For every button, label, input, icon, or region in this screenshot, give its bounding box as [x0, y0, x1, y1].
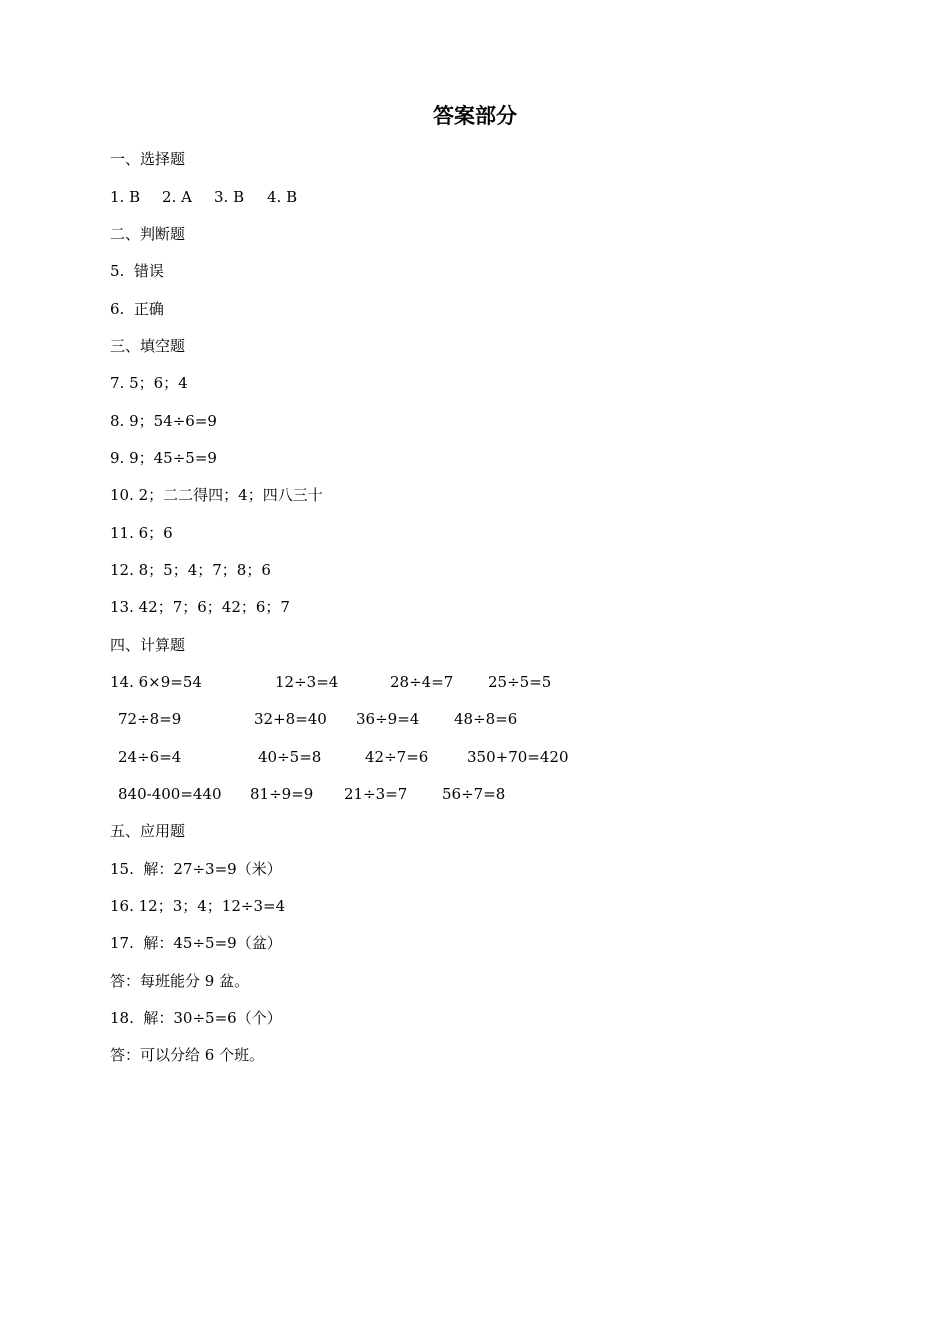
- application-item-18: 18. 解：30÷5=6（个）: [110, 1009, 282, 1027]
- calc-cell: 28÷4=7: [390, 673, 454, 691]
- calc-cell: 56÷7=8: [442, 785, 506, 803]
- fill-item-7: 7. 5；6；4: [110, 374, 188, 392]
- calc-cell: 21÷3=7: [344, 785, 408, 803]
- fill-item-12: 12. 8；5；4；7；8；6: [110, 561, 271, 579]
- calc-cell: 42÷7=6: [365, 748, 429, 766]
- fill-item-11: 11. 6；6: [110, 524, 173, 542]
- fill-item-9: 9. 9；45÷5=9: [110, 449, 217, 467]
- calc-cell: 72÷8=9: [118, 710, 182, 728]
- section-heading-calc: 四、计算题: [110, 636, 186, 654]
- application-item-15: 15. 解：27÷3=9（米）: [110, 860, 282, 878]
- calc-cell: 350+70=420: [467, 748, 569, 766]
- answer-4: 4. B: [267, 188, 298, 206]
- fill-item-13: 13. 42；7；6；42；6；7: [110, 598, 290, 616]
- calc-cell: 24÷6=4: [118, 748, 182, 766]
- answer-3: 3. B: [214, 188, 245, 206]
- section-heading-application: 五、应用题: [110, 822, 186, 840]
- calc-cell: 25÷5=5: [488, 673, 552, 691]
- judge-item-6: 6. 正确: [110, 300, 164, 318]
- section-heading-choice: 一、选择题: [110, 150, 186, 168]
- answer-2: 2. A: [162, 188, 192, 206]
- fill-item-10: 10. 2；二二得四；4；四八三十: [110, 486, 323, 504]
- answer-1: 1. B: [110, 188, 141, 206]
- calc-cell: 14. 6×9=54: [110, 673, 202, 691]
- calc-cell: 32+8=40: [254, 710, 327, 728]
- application-answer-18: 答：可以分给 6 个班。: [110, 1046, 265, 1064]
- calc-cell: 840-400=440: [118, 785, 222, 803]
- section-heading-judge: 二、判断题: [110, 225, 186, 243]
- calc-cell: 36÷9=4: [356, 710, 420, 728]
- application-answer-17: 答：每班能分 9 盆。: [110, 972, 250, 990]
- application-item-17: 17. 解：45÷5=9（盆）: [110, 934, 282, 952]
- calc-cell: 40÷5=8: [258, 748, 322, 766]
- judge-item-5: 5. 错误: [110, 262, 164, 280]
- calc-cell: 81÷9=9: [250, 785, 314, 803]
- page-title: 答案部分: [433, 104, 517, 128]
- calc-cell: 12÷3=4: [275, 673, 339, 691]
- section-heading-fill: 三、填空题: [110, 337, 186, 355]
- application-item-16: 16. 12；3；4；12÷3=4: [110, 897, 286, 915]
- fill-item-8: 8. 9；54÷6=9: [110, 412, 217, 430]
- calc-cell: 48÷8=6: [454, 710, 518, 728]
